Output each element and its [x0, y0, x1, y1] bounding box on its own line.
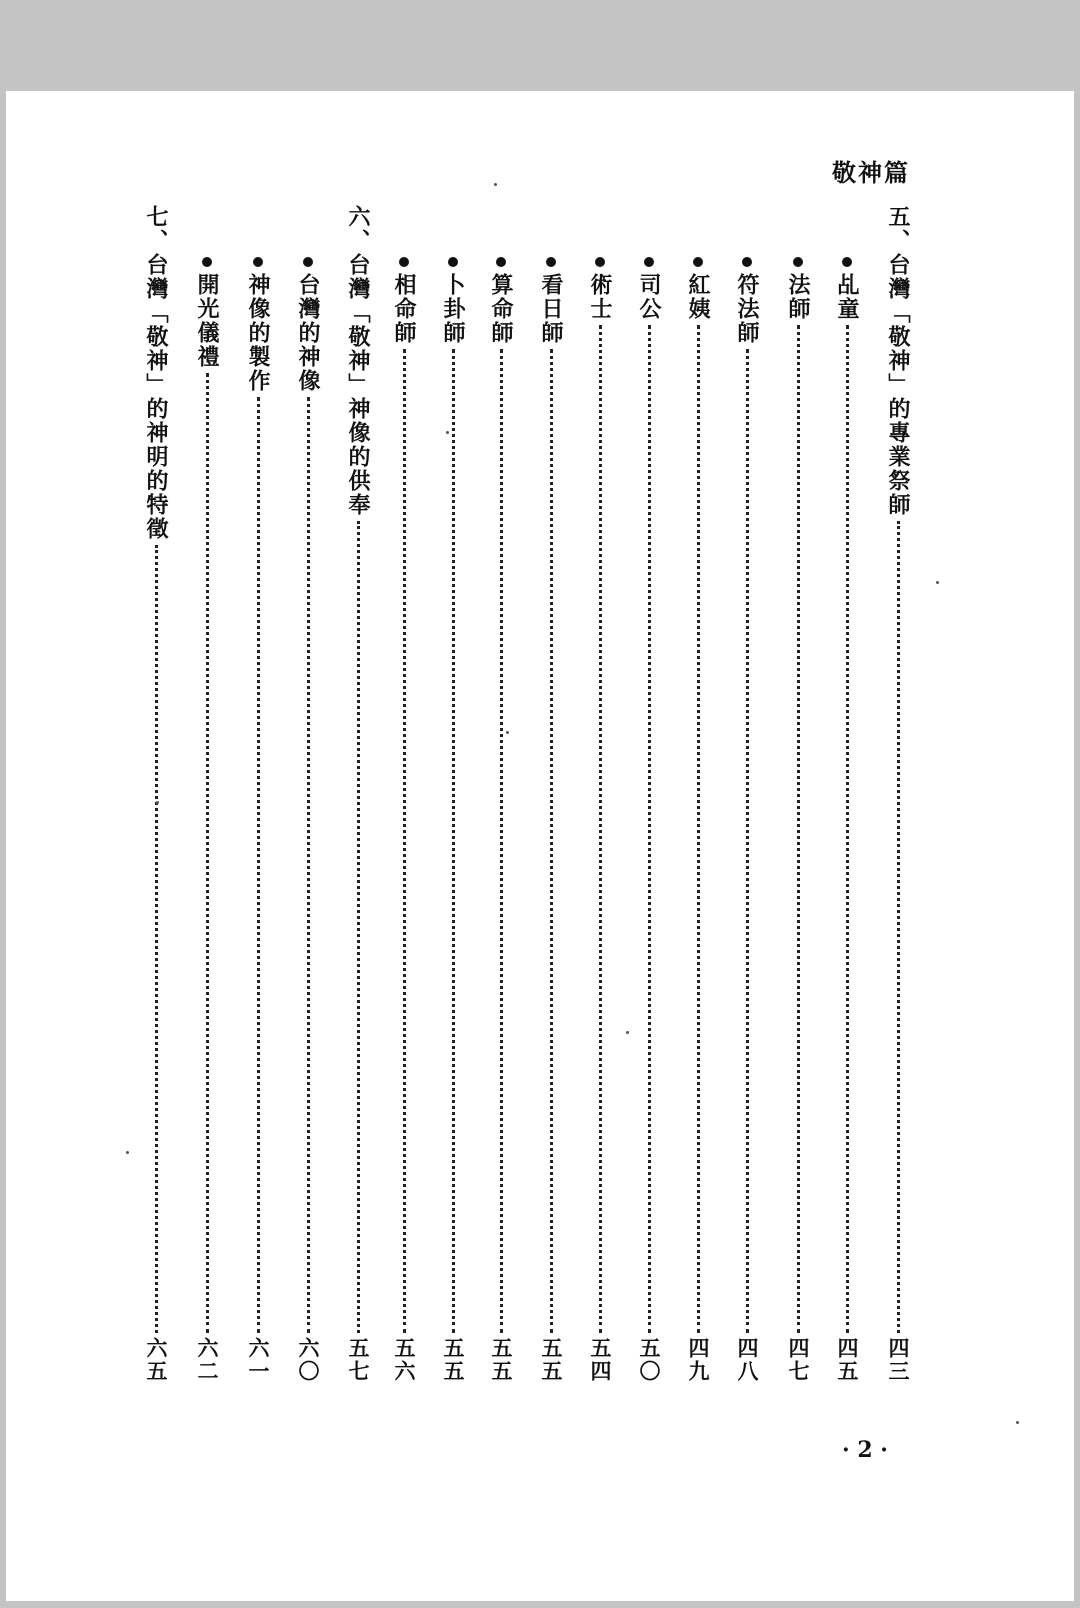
toc-entry-title: 法師 — [785, 273, 811, 321]
running-header — [6, 153, 1074, 193]
toc-entry-title: 看日師 — [538, 273, 564, 345]
dot-leader — [697, 325, 700, 1333]
scan-speck — [936, 581, 939, 584]
toc-chapter-entry — [141, 205, 171, 1421]
toc-chapter-entry — [343, 205, 373, 1421]
document-page — [6, 91, 1074, 1601]
toc-page-number: 五六 — [392, 1337, 417, 1383]
bullet-icon — [202, 257, 212, 267]
dot-leader — [599, 325, 602, 1333]
toc-subentry — [486, 205, 516, 1421]
toc-page-number: 五五 — [489, 1337, 514, 1383]
toc-entry-title: 算命師 — [488, 273, 514, 345]
dot-leader — [452, 349, 455, 1333]
toc-page-number: 五五 — [539, 1337, 564, 1383]
dot-leader — [500, 349, 503, 1333]
toc-entry-title: 術士 — [587, 273, 613, 321]
toc-subentry — [732, 205, 762, 1421]
toc-entry-title: 開光儀禮 — [194, 273, 220, 369]
toc-subentry — [438, 205, 468, 1421]
dot-leader — [155, 545, 158, 1333]
toc-page-number: 五〇 — [637, 1337, 662, 1383]
toc-page-number: 四九 — [686, 1337, 711, 1383]
toc-subentry — [585, 205, 615, 1421]
toc-subentry — [783, 205, 813, 1421]
toc-page-number: 六二 — [195, 1337, 220, 1383]
dot-leader — [746, 349, 749, 1333]
scan-speck — [126, 1151, 129, 1154]
toc-entry-title: 台灣的神像 — [295, 273, 321, 393]
toc-entry-title: 乩童 — [834, 273, 860, 321]
scan-speck — [494, 183, 497, 186]
dot-leader — [307, 397, 310, 1333]
dot-leader — [897, 521, 900, 1333]
page-number: · 2 · — [842, 1437, 888, 1463]
bullet-icon — [842, 257, 852, 267]
dot-leader — [257, 397, 260, 1333]
toc-page-number: 四八 — [735, 1337, 760, 1383]
toc-page-number: 四五 — [835, 1337, 860, 1383]
scan-speck — [506, 731, 509, 734]
toc-entry-title: 五、台灣「敬神」的專業祭師 — [885, 205, 911, 517]
dot-leader — [403, 349, 406, 1333]
toc-entry-title: 神像的製作 — [245, 273, 271, 393]
toc-entry-title: 相命師 — [391, 273, 417, 345]
scan-speck — [626, 1031, 629, 1034]
dot-leader — [206, 373, 209, 1333]
toc-subentry — [683, 205, 713, 1421]
bullet-icon — [595, 257, 605, 267]
toc-entry-title: 司公 — [636, 273, 662, 321]
dot-leader — [797, 325, 800, 1333]
bullet-icon — [448, 257, 458, 267]
dot-leader — [648, 325, 651, 1333]
bullet-icon — [253, 257, 263, 267]
toc-page-number: 六五 — [144, 1337, 169, 1383]
bullet-icon — [742, 257, 752, 267]
bullet-icon — [644, 257, 654, 267]
toc-page-number: 六一 — [246, 1337, 271, 1383]
toc-entry-title: 符法師 — [734, 273, 760, 345]
section-label: 敬神篇 — [832, 158, 910, 187]
toc-entry-title: 卜卦師 — [440, 273, 466, 345]
toc-entry-title: 六、台灣「敬神」神像的供奉 — [345, 205, 371, 517]
scan-speck — [1016, 1421, 1019, 1424]
bullet-icon — [399, 257, 409, 267]
bullet-icon — [693, 257, 703, 267]
toc-subentry — [192, 205, 222, 1421]
toc-subentry — [832, 205, 862, 1421]
toc-page-number: 四三 — [886, 1337, 911, 1383]
toc-page-number: 五五 — [441, 1337, 466, 1383]
toc-page-number: 五七 — [346, 1337, 371, 1383]
toc-subentry — [293, 205, 323, 1421]
toc-entry-title: 紅姨 — [685, 273, 711, 321]
dot-leader — [357, 521, 360, 1333]
bullet-icon — [303, 257, 313, 267]
toc-subentry — [389, 205, 419, 1421]
toc-subentry — [634, 205, 664, 1421]
toc-page-number: 六〇 — [296, 1337, 321, 1383]
bullet-icon — [496, 257, 506, 267]
bullet-icon — [793, 257, 803, 267]
dot-leader — [550, 349, 553, 1333]
toc-entry-title: 七、台灣「敬神」的神明的特徵 — [143, 205, 169, 541]
dot-leader — [846, 325, 849, 1333]
bullet-icon — [546, 257, 556, 267]
scan-speck — [156, 801, 159, 804]
toc-chapter-entry — [883, 205, 913, 1421]
toc-subentry — [536, 205, 566, 1421]
toc-page-number: 五四 — [588, 1337, 613, 1383]
toc-subentry — [243, 205, 273, 1421]
toc-page-number: 四七 — [786, 1337, 811, 1383]
scan-speck — [446, 431, 449, 434]
